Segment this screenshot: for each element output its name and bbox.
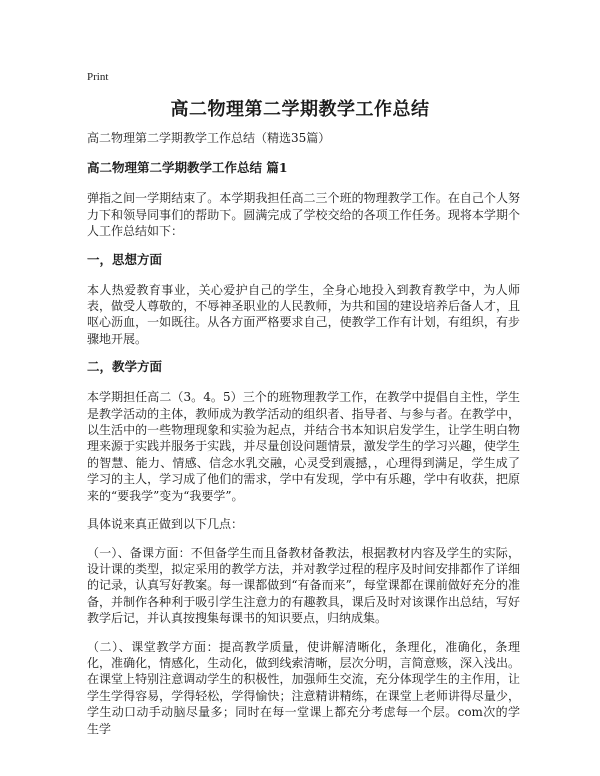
ideology-paragraph: 本人热爱教育事业，关心爱护自己的学生，全身心地投入到教育教学中，为人师表，做受人尊敬的，不辱神圣职业的人民教师，为共和国的建设培养后备人才，且呕心沥血，一如既往。从各方面严格要求自己，使教学工作有计划，有组织，有步骤地开展。 [87,282,520,346]
intro-paragraph: 弹指之间一学期结束了。本学期我担任高二三个班的物理教学工作。在自己个人努力下和领导同事们的帮助下。圆满完成了学校交给的各项工作任务。现将本学期个人工作总结如下： [87,191,520,239]
section-heading-ideology: 一，思想方面 [87,251,163,267]
classroom-teaching-paragraph: （二）、课堂教学方面：提高教学质量，使讲解清晰化，条理化，准确化，条理化，准确化，情感化，生动化，做到线索清晰，层次分明，言简意赅，深入浅出。在课堂上特别注意调动学生的积极性，加强师生交流，充分体现学生的主作用，让学生学得容易，学得轻松，学得愉快；注意精讲精练，在课堂上老师讲得尽量少，学生动口动手动脑尽量多；同时在每一堂课上都充分考虑每一个层。com次的学生学 [87,639,520,736]
page-title: 高二物理第二学期教学工作总结 [170,99,430,120]
part-heading: 高二物理第二学期教学工作总结 篇1 [87,160,288,176]
teaching-paragraph: 本学期担任高二（3。4。5）三个的班物理教学工作，在教学中提倡自主性，学生是教学活动的主体，教师成为教学活动的组织者、指导者、与参与者。在教学中，以生活中的一些物理现象和实验为起点，并结合书本知识启发学生，让学生明白物理来源于实践并服务于实践，并尽量创设问题情景，激发学生的学习兴趣，使学生的智慧、能力、情感、信念水乳交融，心灵受到震撼，，心理得到满足，学生成了学习的主人，学习成了他们的需求，学中有发现，学中有乐趣，学中有收获，把原来的“要我学”变为“我要学”。 [87,390,520,503]
details-intro-paragraph: 具体说来真正做到以下几点： [87,517,244,532]
article-body [87,130,520,749]
article-subtitle: 高二物理第二学期教学工作总结（精选35篇） [87,131,331,145]
section-heading-teaching: 二，教学方面 [87,359,163,375]
print-link[interactable]: Print [87,71,109,83]
lesson-prep-paragraph: （一）、备课方面：不但备学生而且备教材备教法，根据教材内容及学生的实际，设计课的类型，拟定采用的教学方法，并对教学过程的程序及时间安排都作了详细的记录，认真写好教案。每一课都做到“有备而来”，每堂课都在课前做好充分的准备，并制作各种利于吸引学生注意力的有趣教具，课后及时对该课作出总结，写好教学后记，并认真按搜集每课书的知识要点，归纳成集。 [87,545,520,626]
